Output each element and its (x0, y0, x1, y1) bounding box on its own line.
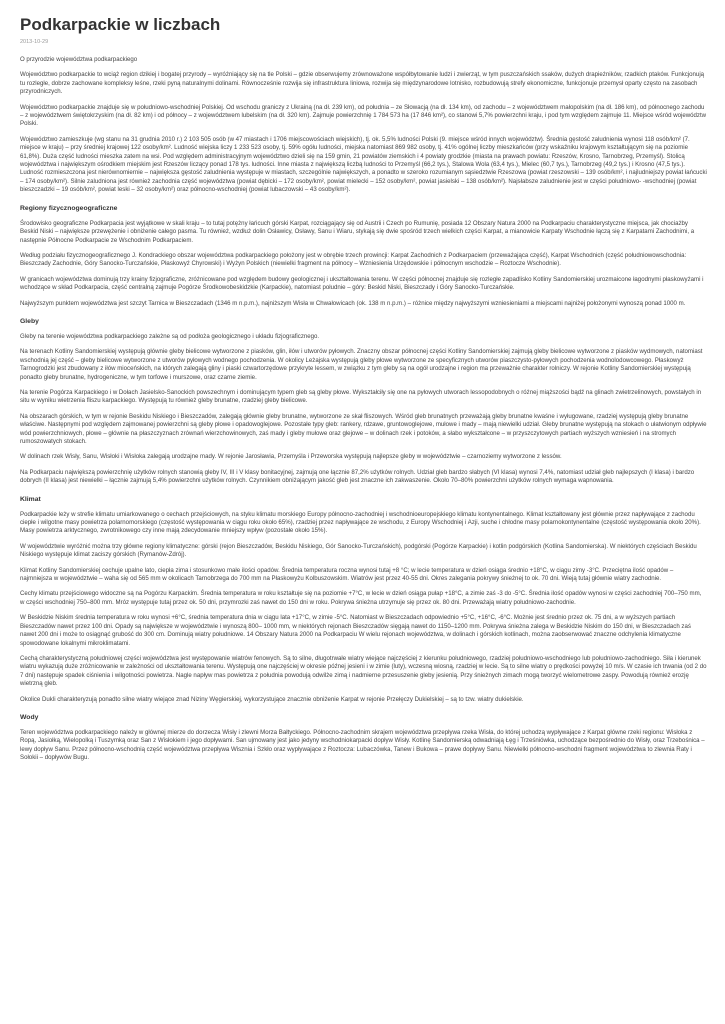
article-date: 2013-10-29 (20, 39, 49, 45)
section-heading-climate: Klimat (20, 495, 41, 503)
paragraph: Środowisko geograficzne Podkarpacia jest wyjątkowe w skali kraju – to tutaj potężny łańcuch górski Karpat, rozciągający się od Austrii i Czech po Rumunię, posiada 12 Obszary Natura 2000 na Podkarpaciu charakterystyczne miejsca, jak chociażby Beskid Niski – największe przewężenie i obniżenie całego pasma. Tu również, wzdłuż dolin Osławicy, Osławy, Sanu i Wiaru, stykają się dwie spośród trzech wielkich części Karpat, a mianowicie Karpaty Wschodnie łączą się z Karpatami Zachodnimi, a następnie Północne Podkarpacie ze Wschodnim Podkarpaciem. (20, 219, 695, 244)
paragraph: Na obszarach górskich, w tym w rejonie Beskidu Niskiego i Bieszczadów, zalegają głównie gleby brunatne, wytworzone ze skał fliszowych. Wśród gleb brunatnych przeważają gleby brunatne kwaśne i wyługowane, rzadziej występują gleby brunatne właściwe. Następnymi pod względem zajmowanej powierzchni są gleby płowe i opadowoglejowe. Pozostałe typy gleb: rankery, rdzawe, gruntowoglejowe, mułowe i mady – mają niewielki udział. Gleby brunatne występują na stokach o ułatwionym odpływie wód powierzchniowych, płowe – głównie na płaszczyznach zrównań wierzchowinowych, zaś mady i gleby mułowe oraz glejowe – w dolinach rzek i potoków, a słabo wykształcone – w przyszczytowych partiach wyższych wzniesień i na stromych rumoszowatych stokach. (20, 412, 707, 445)
paragraph: Teren województwa podkarpackiego należy w głównej mierze do dorzecza Wisły i zlewni Morza Bałtyckiego. Północno-zachodnim skrajem województwa przepływa rzeka Wisła, do której uchodzą wypływające z Karpat główne rzeki regionu: Wisłoka z Ropą, Jasiołką, Wielopolką i Tuszymką oraz San z Wisłokiem i jego dopływami. San ujmowany jest jako jedyny wschodniokarpacki dopływ Wisły. Kotlinę Sandomierską odwadniają Łęg i Trześniówka, uchodzące bezpośrednio do Wisły, oraz Trzebośnica – lewy dopływ Sanu. Przez północno-wschodnią część województwa przepływa Wisznia i Szkło oraz wypływające z Roztocza: Lubaczówka, Tanew i Bukowa – prawe dopływy Sanu. Niewielki północno-wschodni fragment województwa to zlewnia Raty i Sołokii – dopływów Bugu. (20, 728, 705, 762)
paragraph: W granicach województwa dominują trzy krainy fizjograficzne, zróżnicowane pod względem budowy geologicznej i ukształtowania terenu. W części północnej znajduje się rozległe zapadlisko Kotliny Sandomierskiej urozmaicone łagodnymi płaskowyżami i wchodzące w skład Podkarpacia, część centralną zajmuje Pogórze Środkowobeskidzkie (Karpackie), natomiast południe – góry: Beskid Niski, Bieszczady i Góry Sanocko-Turczańskie. (20, 275, 704, 292)
paragraph: Na terenach Kotliny Sandomierskiej występują głównie gleby bielicowe wytworzone z piasków, glin, iłów i utworów pyłowych. Znaczny obszar północnej części Kotliny Sandomierskiej zajmują gleby bielicowe wytworzone z piasków wydmowych, natomiast wschodnią jej część – gleby bielicowe wytworzone z utworów pyłowych wodnego pochodzenia. W okolicy Leżajska występują gleby płowe wytworzone ze specyficznych utworów piaszczysto-pyłowych pochodzenia wodnolodowcowego. Płaskowyż Tarnogrodzki jest zbudowany z iłów mioceńskich, na których zalegają gliny i piaski czwartorzędowe przykryte lessem, w związku z tym gleby są na ogół urodzajne i region ma przeważnie charakter rolniczy. W rejonie Kotliny Sandomierskiej występują ponadto gleby brunatne, hydrogeniczne, w tym torfowe i murszowe, oraz czarne ziemie. (20, 348, 703, 381)
paragraph: Cechą charakterystyczną południowej części województwa jest występowanie wiatrów fenowych. Są to silne, długotrwałe wiatry wiejące najczęściej z kierunku południowego, rzadziej południowo-wschodniego lub południowo-zachodniego. Siła i kierunek wiatru wykazują duże zróżnicowanie w zależności od ukształtowania terenu. Występują one najczęściej w okresie późnej jesieni i w zimie (luty), wczesną wiosną, rzadziej w lecie. Są to silne wiatry o prędkości powyżej 10 m/s. W czasie ich trwania (od 2 do 7 dni) następuje spadek ciśnienia i wilgotności powietrza. Nagle napływ mas powietrza z południa powodują odwilże zimą i nadmierne przesuszenie gleby jesienią. Przy śnieżnych zimach mogą tworzyć wielometrowe zaspy. Powodują również erozję wietrzną gleb. (20, 654, 707, 688)
paragraph: Najwyższym punktem województwa jest szczyt Tarnica w Bieszczadach (1346 m n.p.m.), najniższym Wisła w Chwałowicach (ok. 138 m n.p.m.) – różnice między najwyższymi wzniesieniami a miejscami najniżej położonymi wynoszą ponad 1000 m. (20, 299, 686, 307)
paragraph: W Beskidzie Niskim średnia temperatura w roku wynosi +6°C, średnia temperatura dnia w ciągu lata +17°C, w zimie -5°C. Natomiast w Bieszczadach odpowiednio +5°C, +16°C, -6°C. Możnie jest średnio przez ok. 75 dni, a w wyższych partiach Bieszczadów nawet przez 100 dni. Opady są największe w województwie i wynoszą 800– 1000 mm, w niektórych rejonach Bieszczadów sięgają nawet do 1150–1200 mm. Pokrywa śnieżna zalega w Beskidzie Niskim do 150 dni, w Bieszczadach zaś nawet 200 dni i może to osiągnąć grubość do 300 cm. Dominują wiatry południowe. 14 Obszary Natura 2000 na Podkarpaciu W wielu rejonach województwa, w dolinach i górskich kotlinach, można zaobserwować znaczne odchylenia klimatyczne spowodowane lokalnymi mikroklimatami. (20, 614, 691, 647)
paragraph: W dolinach rzek Wisły, Sanu, Wisłoki i Wisłoka zalegają urodzajne mady. W rejonie Jarosławia, Przemyśla i Przeworska występują najlepsze gleby w województwie – czarnoziemy wytworzone z lessów. (20, 453, 562, 461)
paragraph: Województwo podkarpackie to wciąż region dzikiej i bogatej przyrody – wyróżniający się na tle Polski – gdzie obserwujemy zrównoważone współbytowanie ludzi i zwierząt, w tym puszczańskich ssaków, dużych drapieżników, rzadkich ptaków. Funkcjonują tu rozległe, dobrze zachowane kompleksy leśne, rzeki pyną naturalnymi dolinami. Równocześnie rozwija się infrastruktura liniowa, rozwija się międzynarodowe lotnisko, rozbudowują strefy ekonomiczne, funkcjonuje przemysł oparty często na zasobach przyrodniczych. (20, 71, 705, 96)
paragraph: Gleby na terenie województwa podkarpackiego zależne są od podłoża geologicznego i układu fizjograficznego. (20, 332, 320, 340)
paragraph: Na Podkarpaciu największą powierzchnię użytków rolnych stanowią gleby IV, III i V klasy bonitacyjnej, zajmują one łącznie 87,2% użytków rolnych. Udział gleb bardzo słabych (VI klasa) wynosi 7,4%, natomiast udział gleb najlepszych (I klasa) i bardzo dobrych (II klasa) jest niewielki – łącznie zajmują 5,4% powierzchni użytków rolnych. Czynnikiem obniżającym jakość gleb jest znaczne ich zakwaszenie. Około 70–80% powierzchni użytków rolnych wymaga wapnowania. (20, 468, 695, 485)
paragraph: Klimat Kotliny Sandomierskiej cechuje upalne lato, ciepła zima i stosunkowo małe ilości opadów. Średnia temperatura roczna wynosi tutaj +8 °C; w lecie temperatura w dzień osiąga średnio +18°C, w ciągu zimy -3°C. Przeciętna ilość opadów – najmniejsza w województwie – waha się od 565 mm w okolicach Tarnobrzega do 700 mm na Płaskowyżu Kolbuszowskim. Wiatrów jest przez 40-55 dni. Okres zalegania pokrywy śnieżnej to ok. 70 dni. Wieją tutaj głównie wiatry zachodnie. (20, 566, 674, 583)
paragraph: Województwo podkarpackie znajduje się w południowo-wschodniej Polskiej. Od wschodu graniczy z Ukrainą (na dł. 239 km), od południa – ze Słowacją (na dł. 134 km), od zachodu – z województwem małopolskim (na dł. 186 km), od północnego zachodu – z województwem świętokrzyskim (na dł. 82 km) i od północy – z województwem lubelskim (na dł. 320 km). Zajmuje powierzchnię 1 784 573 ha (17 846 km²), co stanowi 5,7% powierzchni kraju, i pod tym względem zajmuje 11. Miejsce wśród województw Polski. (20, 103, 707, 128)
article (20, 14, 707, 763)
article-title: Podkarpackie w liczbach (20, 15, 221, 34)
paragraph: Województwo zamieszkuje (wg stanu na 31 grudnia 2010 r.) 2 103 505 osób (w 47 miastach i 1706 miejscowościach wiejskich), tj. ok. 5,5% ludności Polski (9. miejsce wśród innych województw). Średnia gęstość zaludnienia wynosi 118 osób/km² (7. miejsce w kraju) – przy średniej krajowej 122 osoby/km². Ludność wiejska liczy 1 233 523 osoby, tj. 59% ogółu ludności, miejska natomiast 869 982 osoby, tj. 41% ogólnej liczby mieszkańców (przy wskaźniku krajowym kształtującym się na poziomie 61,8%). Duża część ludności mieszka zatem na wsi. Pod względem administracyjnym województwo dzieli się na 159 gmin, 21 powiatów ziemskich i 4 powiaty grodzkie (miasta na prawach powiatu: Rzeszów, Krosno, Tarnobrzeg, Przemyśl). Stolicą województwa i największym ośrodkiem miejskim jest Rzeszów liczący ponad 178 tys. ludności. Inne miasta z największą liczbą ludności to Przemyśl (66,2 tys.), Stalowa Wola (63,4 tys.), Mielec (60,7 tys.), Tarnobrzeg (49,2 tys.) i Krosno (47,5 tys.). Ludność rozmieszczona jest nierównomiernie – największa gęstość zaludnienia występuje w miastach, szczególnie największych, a ponadto w szeroko rozumianym sąsiedztwie Rzeszowa (powiat rzeszowski – 139 osób/km², i najludniejszy powiat łańcucki – 174 osoby/km²). Silnie zaludniona jest również zachodnia część województwa (powiat dębicki – 172 osoby/km², powiat mielecki – 152 osoby/km², powiat jasielski – 138 osób/km²). Najsłabsze zaludnienie jest w części południowo- -wschodniej (powiat bieszczadzki – 19 osób/km², powiat leski – 32 osoby/km²) oraz północno-wschodniej (powiat lubaczowski – 43 osoby/km²). (20, 135, 707, 194)
section-heading-waters: Wody (20, 713, 39, 721)
paragraph: Cechy klimatu przejściowego widoczne są na Pogórzu Karpackim. Średnia temperatura w roku kształtuje się na poziomie +7°C, w lecie w dzień osiąga pułap +18°C, a zimie zaś -3 do -5°C. Średnia ilość opadów wynosi w części zachodniej 700–750 mm, w części wschodniej 750–800 mm. Mróz występuje tutaj przez ok. 50 dni, przymrozki zaś nawet do 150 dni w roku. Pokrywa śnieżna utrzymuje się przez ok. 80 dni. Przeważają wiatry południowo-zachodnie. (20, 590, 702, 606)
section-heading-soils: Gleby (20, 317, 39, 325)
article-intro: O przyrodzie województwa podkarpackiego (20, 56, 138, 63)
section-heading-regions: Regiony fizycznogeograficzne (20, 204, 118, 212)
paragraph: Podkarpackie leży w strefie klimatu umiarkowanego o cechach przejściowych, na styku klimatu morskiego Europy północno-zachodniej i wschodnioeuropejskiego klimatu kontynentalnego. Klimat kształtowany jest głównie przez napływające z zachodu ciepłe i wilgotne masy powietrza polarnomorskiego (częstość występowania w ciągu roku około 65%), rzadziej przez napływające ze wschodu, z Europy Wschodniej i Azji, suche i chłodne masy polarnokontynentalne (częstość występowania około 20%). Masy powietrza arktycznego, zwrotnikowego czy inne mają zdecydowanie mniejszy wpływ (pozostałe około 15%). (20, 510, 701, 535)
paragraph: Według podziału fizycznogeograficznego J. Kondrackiego obszar województwa podkarpackiego położony jest w obrębie trzech prowincji: Karpat Zachodnich z Podkarpaciem (przeważająca część), Karpat Wschodnich (część południowowschodnia: Bieszczady Zachodnie, Góry Sanocko-Turczańskie, Płaskowyż Chyrowski) i Wyżyn Polskich (niewielki fragment na północy – Wzniesienia Urzędowskie i północnym wschodzie – Roztocze Wschodnie). (20, 251, 687, 268)
paragraph: W województwie wyróżnić można trzy główne regiony klimatyczne: górski (rejon Bieszczadów, Beskidu Niskiego, Gór Sanocko-Turczańskich), podgórski (Pogórze Karpackie) i kotlin podgórskich (Kotlina Sandomierska). W niektórych częściach Beskidu Niskiego występuje klimat zaciszy górskich (Rymanów-Zdrój). (20, 542, 697, 559)
paragraph: Na terenie Pogórza Karpackiego i w Dołach Jasielsko-Sanockich powszechnym i dominującym typem gleb są gleby płowe. Wykształciły się one na pyłowych utworach lessopodobnych o różnej miąższości bądź na glinach zwietrzelinowych, powstałych in situ w wyniku wietrzenia fliszu karpackiego. Występują tu również gleby brunatne, rzadziej gleby bielicowe. (20, 388, 702, 405)
paragraph: Okolice Dukli charakteryzują ponadto silne wiatry wiejące znad Niziny Węgierskiej, wykorzystujące znacznie obniżenie Karpat w rejonie Przełęczy Dukielskiej – są to tzw. wiatry dukielskie. (20, 695, 524, 703)
